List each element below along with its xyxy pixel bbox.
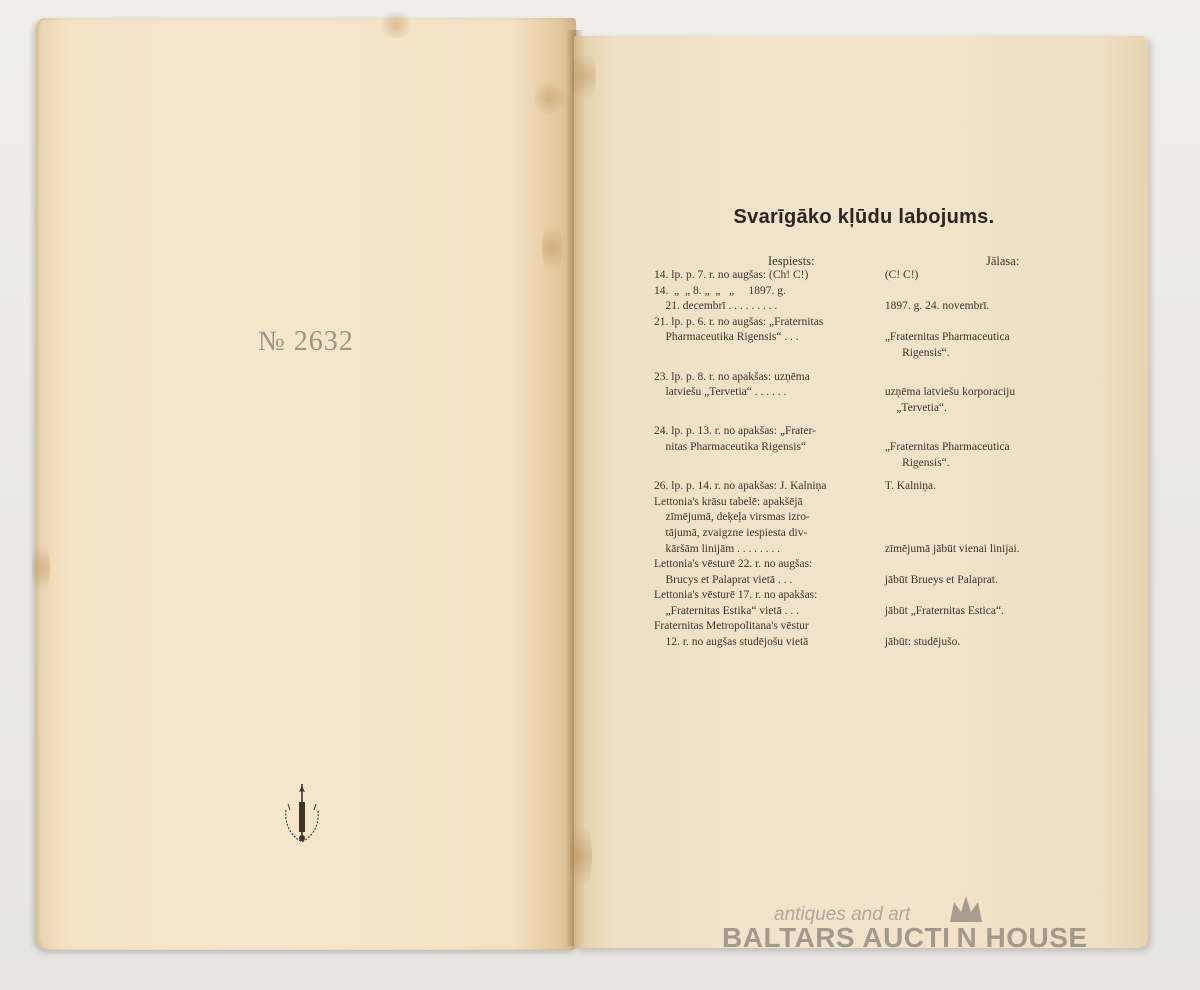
- column-header-printed: Iespiests:: [768, 254, 815, 268]
- errata-read-cell: „Fraternitas Pharmaceutica: [884, 331, 1010, 344]
- errata-read-cell: [871, 424, 1090, 440]
- errata-read-cell: „Fraternitas Pharmaceutica: [884, 440, 1010, 453]
- publisher-mark-icon: [280, 780, 324, 850]
- errata-printed-cell: 26. lp. p. 14. r. no apakšas: J. Kalniņa: [654, 480, 827, 493]
- errata-read-cell: [871, 510, 1090, 526]
- errata-row: [654, 440, 1090, 456]
- errata-read-cell: [871, 557, 1090, 573]
- errata-row: [654, 526, 1090, 542]
- errata-printed-cell: 24. lp. p. 13. r. no apakšas: „Frater-: [654, 425, 817, 438]
- errata-row: [654, 401, 1090, 417]
- errata-table: [654, 268, 1090, 651]
- errata-printed-cell: 14. lp. p. 7. r. no augšas: (Ch! C!): [654, 269, 809, 281]
- errata-read-cell: „Tervetia“.: [884, 401, 947, 414]
- errata-read-cell: Rigensis“.: [884, 346, 950, 359]
- errata-row: [654, 370, 1090, 386]
- errata-row: [654, 315, 1090, 331]
- errata-read-cell: [871, 588, 1090, 604]
- errata-printed-cell: latviešu „Tervetia“ . . . . . .: [654, 386, 787, 399]
- errata-read-cell: [871, 370, 1090, 386]
- errata-printed-cell: Lettonia's vēsturē 17. r. no apakšas:: [654, 589, 818, 602]
- errata-printed-cell: Brucys et Palaprat vietā . . .: [654, 573, 793, 586]
- errata-row: [654, 346, 1090, 362]
- errata-row: [654, 268, 1090, 284]
- errata-row: [654, 456, 1090, 472]
- errata-row: [654, 479, 1090, 495]
- errata-printed-cell: 23. lp. p. 8. r. no apakšas: uzņēma: [654, 370, 810, 383]
- errata-row: [654, 635, 1090, 651]
- errata-row: [654, 495, 1090, 511]
- column-header-read: Jālasa:: [986, 254, 1020, 268]
- errata-row: [654, 557, 1090, 573]
- errata-printed-cell: 21. decembrī . . . . . . . . .: [654, 300, 778, 313]
- errata-printed-cell: nitas Pharmaceutika Rigensis“: [654, 440, 807, 453]
- errata-title: Svarīgāko kļūdu labojums.: [733, 206, 995, 228]
- errata-printed-cell: [654, 401, 871, 417]
- errata-read-cell: zīmējumā jābūt vienai linijai.: [884, 542, 1020, 555]
- errata-row: [654, 330, 1090, 346]
- errata-printed-cell: [654, 456, 871, 472]
- errata-row: [654, 385, 1090, 401]
- errata-printed-cell: Fraternitas Metropolitana's vēstur: [654, 620, 809, 633]
- errata-row: [654, 284, 1090, 300]
- watermark-brand: BALTARS AUCTI N HOUSE: [722, 922, 1088, 953]
- watermark-tagline: antiques and art: [774, 904, 911, 925]
- errata-read-cell: jābūt „Fraternitas Estica“.: [884, 604, 1004, 617]
- errata-printed-cell: 21. lp. p. 6. r. no augšas: „Fraternitas: [654, 315, 824, 328]
- errata-read-cell: [871, 284, 1090, 300]
- errata-read-cell: jābūt: studējušo.: [884, 636, 961, 649]
- errata-read-cell: [871, 315, 1090, 331]
- errata-row: [654, 299, 1090, 315]
- errata-read-cell: 1897. g. 24. novembrī.: [884, 300, 990, 313]
- errata-row: [654, 573, 1090, 589]
- errata-printed-cell: zīmējumā, deķeļa virsmas izro-: [654, 511, 810, 524]
- errata-read-cell: [871, 619, 1090, 635]
- errata-read-cell: jābūt Brueys et Palaprat.: [884, 573, 998, 586]
- errata-row: [654, 588, 1090, 604]
- errata-read-cell: [871, 495, 1090, 511]
- errata-read-cell: T. Kalniņa.: [884, 480, 937, 493]
- errata-printed-cell: [654, 346, 871, 362]
- errata-printed-cell: „Fraternitas Estika“ vietā . . .: [654, 604, 799, 617]
- errata-printed-cell: tājumā, zvaigzne iespiesta div-: [654, 526, 808, 539]
- errata-printed-cell: Lettonia's vēsturē 22. r. no augšas:: [654, 558, 813, 571]
- errata-read-cell: (C! C!): [884, 269, 919, 281]
- errata-row: [654, 424, 1090, 440]
- errata-row: [654, 619, 1090, 635]
- errata-printed-cell: Pharmaceutika Rigensis“ . . .: [654, 331, 799, 344]
- errata-printed-cell: Lettonia's krāsu tabelē: apakšējā: [654, 495, 803, 508]
- errata-row: [654, 604, 1090, 620]
- errata-printed-cell: 14. „ „ 8. „ „ „ 1897. g.: [654, 284, 786, 297]
- errata-read-cell: [871, 526, 1090, 542]
- errata-read-cell: Rigensis“.: [884, 456, 950, 469]
- errata-row: [654, 510, 1090, 526]
- inventory-number-stamp: № 2632: [258, 326, 354, 357]
- errata-read-cell: uzņēma latviešu korporaciju: [884, 386, 1016, 399]
- errata-printed-cell: 12. r. no augšas studējošu vietā: [654, 636, 809, 649]
- errata-printed-cell: kāršām linijām . . . . . . . .: [654, 542, 781, 555]
- errata-row: [654, 542, 1090, 558]
